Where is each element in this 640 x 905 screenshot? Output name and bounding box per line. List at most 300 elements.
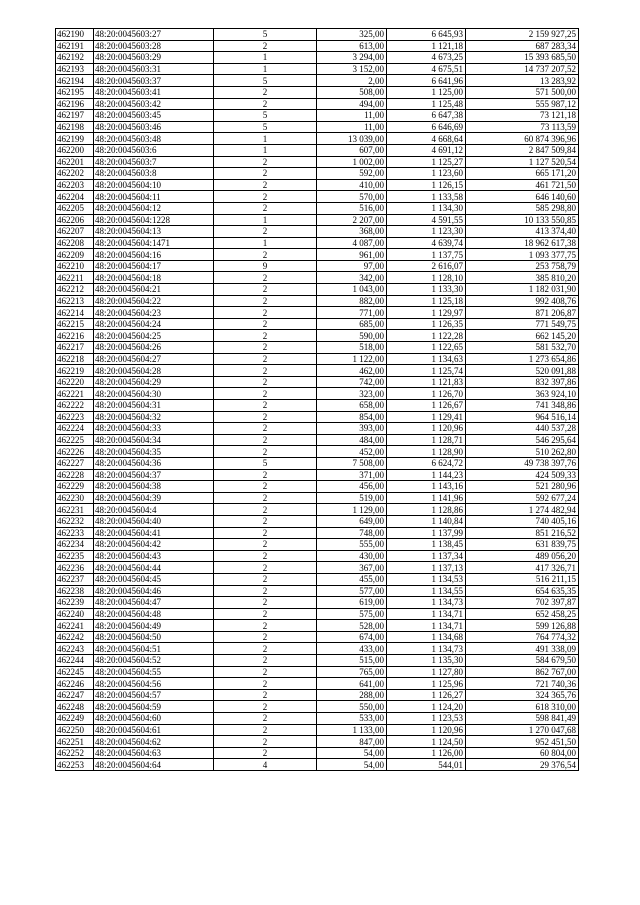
cadastral-value-cell: 1 093 377,75 (466, 249, 579, 261)
cadastral-number-cell: 48:20:0045604:55 (94, 666, 214, 678)
specific-value-cell: 1 137,99 (387, 527, 466, 539)
row-number-cell: 462233 (56, 527, 94, 539)
cadastral-value-cell: 15 393 685,50 (466, 52, 579, 64)
area-cell: 2 207,00 (317, 214, 387, 226)
area-cell: 1 129,00 (317, 504, 387, 516)
specific-value-cell: 4 691,12 (387, 144, 466, 156)
table-row (56, 295, 579, 307)
area-cell: 11,00 (317, 121, 387, 133)
cadastral-number-cell: 48:20:0045604:1228 (94, 214, 214, 226)
area-cell: 555,00 (317, 539, 387, 551)
specific-value-cell: 4 675,51 (387, 63, 466, 75)
table-row (56, 272, 579, 284)
specific-value-cell: 1 124,50 (387, 736, 466, 748)
cadastral-number-cell: 48:20:0045603:29 (94, 52, 214, 64)
table-row (56, 631, 579, 643)
table-row (56, 144, 579, 156)
cadastral-value-cell: 520 091,88 (466, 365, 579, 377)
area-cell: 288,00 (317, 689, 387, 701)
category-code-cell: 1 (214, 133, 317, 145)
category-code-cell: 2 (214, 446, 317, 458)
table-row (56, 492, 579, 504)
cadastral-number-cell: 48:20:0045604:57 (94, 689, 214, 701)
table-row (56, 156, 579, 168)
row-number-cell: 462193 (56, 63, 94, 75)
category-code-cell: 2 (214, 469, 317, 481)
row-number-cell: 462235 (56, 550, 94, 562)
specific-value-cell: 1 121,18 (387, 40, 466, 52)
category-code-cell: 2 (214, 689, 317, 701)
table-row (56, 608, 579, 620)
category-code-cell: 2 (214, 156, 317, 168)
cadastral-number-cell: 48:20:0045604:44 (94, 562, 214, 574)
cadastral-value-cell: 424 509,33 (466, 469, 579, 481)
table-row (56, 678, 579, 690)
table-row (56, 597, 579, 609)
area-cell: 592,00 (317, 168, 387, 180)
cadastral-number-cell: 48:20:0045603:45 (94, 110, 214, 122)
row-number-cell: 462226 (56, 446, 94, 458)
category-code-cell: 2 (214, 365, 317, 377)
cadastral-value-cell: 585 298,80 (466, 202, 579, 214)
area-cell: 577,00 (317, 585, 387, 597)
cadastral-number-cell: 48:20:0045604:40 (94, 515, 214, 527)
area-cell: 882,00 (317, 295, 387, 307)
row-number-cell: 462228 (56, 469, 94, 481)
table-row (56, 75, 579, 87)
area-cell: 1 002,00 (317, 156, 387, 168)
row-number-cell: 462207 (56, 226, 94, 238)
specific-value-cell: 1 125,48 (387, 98, 466, 110)
row-number-cell: 462243 (56, 643, 94, 655)
cadastral-value-cell: 546 295,64 (466, 434, 579, 446)
table-row (56, 701, 579, 713)
specific-value-cell: 1 134,63 (387, 353, 466, 365)
cadastral-number-cell: 48:20:0045604:26 (94, 342, 214, 354)
row-number-cell: 462246 (56, 678, 94, 690)
cadastral-value-cell: 964 516,14 (466, 411, 579, 423)
specific-value-cell: 1 120,96 (387, 423, 466, 435)
category-code-cell: 2 (214, 492, 317, 504)
area-cell: 97,00 (317, 260, 387, 272)
cadastral-value-cell: 618 310,00 (466, 701, 579, 713)
table-row (56, 689, 579, 701)
specific-value-cell: 1 134,30 (387, 202, 466, 214)
area-cell: 342,00 (317, 272, 387, 284)
row-number-cell: 462229 (56, 481, 94, 493)
category-code-cell: 2 (214, 98, 317, 110)
category-code-cell: 2 (214, 713, 317, 725)
cadastral-number-cell: 48:20:0045603:27 (94, 29, 214, 41)
row-number-cell: 462219 (56, 365, 94, 377)
cadastral-value-cell: 992 408,76 (466, 295, 579, 307)
table-row (56, 353, 579, 365)
table-row (56, 202, 579, 214)
cadastral-number-cell: 48:20:0045603:6 (94, 144, 214, 156)
cadastral-number-cell: 48:20:0045604:11 (94, 191, 214, 203)
row-number-cell: 462251 (56, 736, 94, 748)
cadastral-number-cell: 48:20:0045604:21 (94, 284, 214, 296)
area-cell: 533,00 (317, 713, 387, 725)
cadastral-number-cell: 48:20:0045604:61 (94, 724, 214, 736)
category-code-cell: 2 (214, 573, 317, 585)
cadastral-value-cell: 73 121,18 (466, 110, 579, 122)
cadastral-value-cell: 871 206,87 (466, 307, 579, 319)
cadastral-value-cell: 18 962 617,38 (466, 237, 579, 249)
specific-value-cell: 1 126,27 (387, 689, 466, 701)
cadastral-number-cell: 48:20:0045604:49 (94, 620, 214, 632)
row-number-cell: 462237 (56, 573, 94, 585)
row-number-cell: 462194 (56, 75, 94, 87)
row-number-cell: 462234 (56, 539, 94, 551)
category-code-cell: 2 (214, 411, 317, 423)
table-row (56, 52, 579, 64)
cadastral-value-cell: 764 774,32 (466, 631, 579, 643)
table-row (56, 98, 579, 110)
specific-value-cell: 4 673,25 (387, 52, 466, 64)
cadastral-number-cell: 48:20:0045604:45 (94, 573, 214, 585)
category-code-cell: 2 (214, 666, 317, 678)
specific-value-cell: 1 133,58 (387, 191, 466, 203)
area-cell: 765,00 (317, 666, 387, 678)
specific-value-cell: 1 134,71 (387, 608, 466, 620)
cadastral-number-cell: 48:20:0045604:23 (94, 307, 214, 319)
area-cell: 528,00 (317, 620, 387, 632)
row-number-cell: 462220 (56, 376, 94, 388)
cadastral-number-cell: 48:20:0045604:24 (94, 318, 214, 330)
category-code-cell: 2 (214, 631, 317, 643)
cadastral-number-cell: 48:20:0045604:60 (94, 713, 214, 725)
row-number-cell: 462202 (56, 168, 94, 180)
specific-value-cell: 1 134,55 (387, 585, 466, 597)
cadastral-value-cell: 60 874 396,96 (466, 133, 579, 145)
cadastral-number-cell: 48:20:0045604:64 (94, 759, 214, 771)
row-number-cell: 462191 (56, 40, 94, 52)
specific-value-cell: 1 138,45 (387, 539, 466, 551)
specific-value-cell: 1 134,73 (387, 597, 466, 609)
specific-value-cell: 1 134,73 (387, 643, 466, 655)
area-cell: 455,00 (317, 573, 387, 585)
cadastral-value-cell: 581 532,70 (466, 342, 579, 354)
cadastral-number-cell: 48:20:0045603:46 (94, 121, 214, 133)
specific-value-cell: 1 141,96 (387, 492, 466, 504)
specific-value-cell: 1 144,23 (387, 469, 466, 481)
area-cell: 367,00 (317, 562, 387, 574)
cadastral-value-cell: 60 804,00 (466, 747, 579, 759)
table-row (56, 655, 579, 667)
cadastral-number-cell: 48:20:0045604:22 (94, 295, 214, 307)
table-row (56, 307, 579, 319)
table-row (56, 110, 579, 122)
specific-value-cell: 1 125,00 (387, 86, 466, 98)
cadastral-value-cell: 49 738 397,76 (466, 457, 579, 469)
row-number-cell: 462209 (56, 249, 94, 261)
area-cell: 430,00 (317, 550, 387, 562)
area-cell: 3 152,00 (317, 63, 387, 75)
category-code-cell: 2 (214, 318, 317, 330)
category-code-cell: 2 (214, 608, 317, 620)
specific-value-cell: 1 123,60 (387, 168, 466, 180)
table-row (56, 643, 579, 655)
table-row (56, 411, 579, 423)
table-row (56, 446, 579, 458)
cadastral-number-cell: 48:20:0045603:28 (94, 40, 214, 52)
category-code-cell: 2 (214, 515, 317, 527)
table-row (56, 539, 579, 551)
cadastral-value-cell: 14 737 207,52 (466, 63, 579, 75)
row-number-cell: 462190 (56, 29, 94, 41)
cadastral-number-cell: 48:20:0045604:37 (94, 469, 214, 481)
table-row (56, 736, 579, 748)
table-row (56, 29, 579, 41)
row-number-cell: 462250 (56, 724, 94, 736)
specific-value-cell: 1 137,75 (387, 249, 466, 261)
table-row (56, 318, 579, 330)
specific-value-cell: 1 126,67 (387, 400, 466, 412)
cadastral-value-cell: 413 374,40 (466, 226, 579, 238)
cadastral-value-cell: 253 758,79 (466, 260, 579, 272)
specific-value-cell: 1 126,15 (387, 179, 466, 191)
category-code-cell: 2 (214, 295, 317, 307)
table-row (56, 191, 579, 203)
specific-value-cell: 6 624,72 (387, 457, 466, 469)
specific-value-cell: 1 129,97 (387, 307, 466, 319)
specific-value-cell: 1 133,30 (387, 284, 466, 296)
area-cell: 13 039,00 (317, 133, 387, 145)
category-code-cell: 2 (214, 643, 317, 655)
area-cell: 1 133,00 (317, 724, 387, 736)
specific-value-cell: 1 125,27 (387, 156, 466, 168)
category-code-cell: 5 (214, 121, 317, 133)
cadastral-value-cell: 662 145,20 (466, 330, 579, 342)
table-row (56, 481, 579, 493)
area-cell: 11,00 (317, 110, 387, 122)
cadastral-number-cell: 48:20:0045604:51 (94, 643, 214, 655)
cadastral-value-cell: 73 113,59 (466, 121, 579, 133)
cadastral-number-cell: 48:20:0045603:41 (94, 86, 214, 98)
row-number-cell: 462208 (56, 237, 94, 249)
row-number-cell: 462244 (56, 655, 94, 667)
row-number-cell: 462224 (56, 423, 94, 435)
cadastral-number-cell: 48:20:0045604:25 (94, 330, 214, 342)
specific-value-cell: 1 121,83 (387, 376, 466, 388)
category-code-cell: 1 (214, 144, 317, 156)
area-cell: 847,00 (317, 736, 387, 748)
category-code-cell: 1 (214, 52, 317, 64)
category-code-cell: 1 (214, 237, 317, 249)
cadastral-number-cell: 48:20:0045604:59 (94, 701, 214, 713)
row-number-cell: 462198 (56, 121, 94, 133)
category-code-cell: 2 (214, 481, 317, 493)
cadastral-value-cell: 654 635,35 (466, 585, 579, 597)
specific-value-cell: 1 137,13 (387, 562, 466, 574)
row-number-cell: 462230 (56, 492, 94, 504)
cadastral-value-cell: 646 140,60 (466, 191, 579, 203)
specific-value-cell: 4 639,74 (387, 237, 466, 249)
category-code-cell: 2 (214, 562, 317, 574)
cadastral-value-cell: 491 338,09 (466, 643, 579, 655)
cadastral-value-cell: 771 549,75 (466, 318, 579, 330)
row-number-cell: 462253 (56, 759, 94, 771)
cadastral-value-cell: 385 810,20 (466, 272, 579, 284)
specific-value-cell: 1 128,90 (387, 446, 466, 458)
area-cell: 433,00 (317, 643, 387, 655)
cadastral-value-cell: 363 924,10 (466, 388, 579, 400)
area-cell: 462,00 (317, 365, 387, 377)
cadastral-value-cell: 29 376,54 (466, 759, 579, 771)
category-code-cell: 2 (214, 353, 317, 365)
cadastral-number-cell: 48:20:0045604:17 (94, 260, 214, 272)
cadastral-value-cell: 555 987,12 (466, 98, 579, 110)
category-code-cell: 5 (214, 29, 317, 41)
table-row (56, 515, 579, 527)
category-code-cell: 2 (214, 284, 317, 296)
table-row (56, 330, 579, 342)
area-cell: 2,00 (317, 75, 387, 87)
area-cell: 54,00 (317, 759, 387, 771)
specific-value-cell: 4 591,55 (387, 214, 466, 226)
cadastral-value-cell: 417 326,71 (466, 562, 579, 574)
category-code-cell: 4 (214, 759, 317, 771)
cadastral-value-cell: 1 273 654,86 (466, 353, 579, 365)
cadastral-number-cell: 48:20:0045604:38 (94, 481, 214, 493)
row-number-cell: 462238 (56, 585, 94, 597)
category-code-cell: 2 (214, 678, 317, 690)
cadastral-value-cell: 521 280,96 (466, 481, 579, 493)
table-row (56, 562, 579, 574)
cadastral-number-cell: 48:20:0045604:56 (94, 678, 214, 690)
category-code-cell: 5 (214, 110, 317, 122)
area-cell: 452,00 (317, 446, 387, 458)
row-number-cell: 462236 (56, 562, 94, 574)
cadastral-number-cell: 48:20:0045604:10 (94, 179, 214, 191)
row-number-cell: 462199 (56, 133, 94, 145)
cadastral-value-cell: 440 537,28 (466, 423, 579, 435)
cadastral-number-cell: 48:20:0045603:31 (94, 63, 214, 75)
specific-value-cell: 1 126,35 (387, 318, 466, 330)
cadastral-value-cell: 741 348,86 (466, 400, 579, 412)
row-number-cell: 462240 (56, 608, 94, 620)
cadastral-value-cell: 952 451,50 (466, 736, 579, 748)
cadastral-value-cell: 665 171,20 (466, 168, 579, 180)
table-row (56, 63, 579, 75)
specific-value-cell: 1 120,96 (387, 724, 466, 736)
specific-value-cell: 1 125,18 (387, 295, 466, 307)
category-code-cell: 2 (214, 736, 317, 748)
table-row (56, 666, 579, 678)
specific-value-cell: 1 124,20 (387, 701, 466, 713)
row-number-cell: 462221 (56, 388, 94, 400)
specific-value-cell: 1 134,53 (387, 573, 466, 585)
category-code-cell: 2 (214, 434, 317, 446)
cadastral-number-cell: 48:20:0045603:8 (94, 168, 214, 180)
table-row (56, 434, 579, 446)
cadastral-value-cell: 584 679,50 (466, 655, 579, 667)
table-row (56, 249, 579, 261)
cadastral-number-cell: 48:20:0045604:16 (94, 249, 214, 261)
area-cell: 1 043,00 (317, 284, 387, 296)
table-row (56, 457, 579, 469)
area-cell: 685,00 (317, 318, 387, 330)
cadastral-number-cell: 48:20:0045604:46 (94, 585, 214, 597)
cadastral-number-cell: 48:20:0045604:18 (94, 272, 214, 284)
cadastral-value-cell: 489 056,20 (466, 550, 579, 562)
row-number-cell: 462203 (56, 179, 94, 191)
category-code-cell: 5 (214, 75, 317, 87)
specific-value-cell: 1 140,84 (387, 515, 466, 527)
cadastral-value-cell: 2 159 927,25 (466, 29, 579, 41)
row-number-cell: 462239 (56, 597, 94, 609)
category-code-cell: 2 (214, 400, 317, 412)
cadastral-value-cell: 592 677,24 (466, 492, 579, 504)
cadastral-value-cell: 2 847 509,84 (466, 144, 579, 156)
cadastral-value-cell: 862 767,00 (466, 666, 579, 678)
cadastral-number-cell: 48:20:0045604:43 (94, 550, 214, 562)
specific-value-cell: 1 122,28 (387, 330, 466, 342)
area-cell: 371,00 (317, 469, 387, 481)
table-row (56, 214, 579, 226)
specific-value-cell: 6 646,69 (387, 121, 466, 133)
cadastral-value-cell: 851 216,52 (466, 527, 579, 539)
specific-value-cell: 1 126,00 (387, 747, 466, 759)
specific-value-cell: 1 126,70 (387, 388, 466, 400)
cadastral-value-cell: 832 397,86 (466, 376, 579, 388)
cadastral-value-cell: 13 283,92 (466, 75, 579, 87)
category-code-cell: 2 (214, 585, 317, 597)
row-number-cell: 462232 (56, 515, 94, 527)
specific-value-cell: 1 123,30 (387, 226, 466, 238)
cadastral-number-cell: 48:20:0045604:13 (94, 226, 214, 238)
cadastral-value-cell: 461 721,50 (466, 179, 579, 191)
table-row (56, 504, 579, 516)
table-row (56, 376, 579, 388)
area-cell: 570,00 (317, 191, 387, 203)
cadastral-number-cell: 48:20:0045604:33 (94, 423, 214, 435)
cadastral-value-table (55, 28, 579, 771)
category-code-cell: 2 (214, 168, 317, 180)
specific-value-cell: 1 125,74 (387, 365, 466, 377)
row-number-cell: 462211 (56, 272, 94, 284)
table-row (56, 237, 579, 249)
specific-value-cell: 1 134,71 (387, 620, 466, 632)
table-row (56, 573, 579, 585)
cadastral-number-cell: 48:20:0045604:31 (94, 400, 214, 412)
area-cell: 658,00 (317, 400, 387, 412)
cadastral-value-cell: 599 126,88 (466, 620, 579, 632)
category-code-cell: 2 (214, 40, 317, 52)
row-number-cell: 462201 (56, 156, 94, 168)
row-number-cell: 462210 (56, 260, 94, 272)
category-code-cell: 2 (214, 539, 317, 551)
cadastral-number-cell: 48:20:0045604:29 (94, 376, 214, 388)
area-cell: 619,00 (317, 597, 387, 609)
cadastral-value-cell: 1 127 520,54 (466, 156, 579, 168)
row-number-cell: 462195 (56, 86, 94, 98)
table-row (56, 400, 579, 412)
area-cell: 325,00 (317, 29, 387, 41)
cadastral-value-cell: 1 270 047,68 (466, 724, 579, 736)
cadastral-value-cell: 740 405,16 (466, 515, 579, 527)
cadastral-value-cell: 324 365,76 (466, 689, 579, 701)
specific-value-cell: 1 128,10 (387, 272, 466, 284)
cadastral-number-cell: 48:20:0045604:27 (94, 353, 214, 365)
table-row (56, 86, 579, 98)
area-cell: 1 122,00 (317, 353, 387, 365)
specific-value-cell: 544,01 (387, 759, 466, 771)
cadastral-number-cell: 48:20:0045604:50 (94, 631, 214, 643)
area-cell: 590,00 (317, 330, 387, 342)
category-code-cell: 2 (214, 423, 317, 435)
